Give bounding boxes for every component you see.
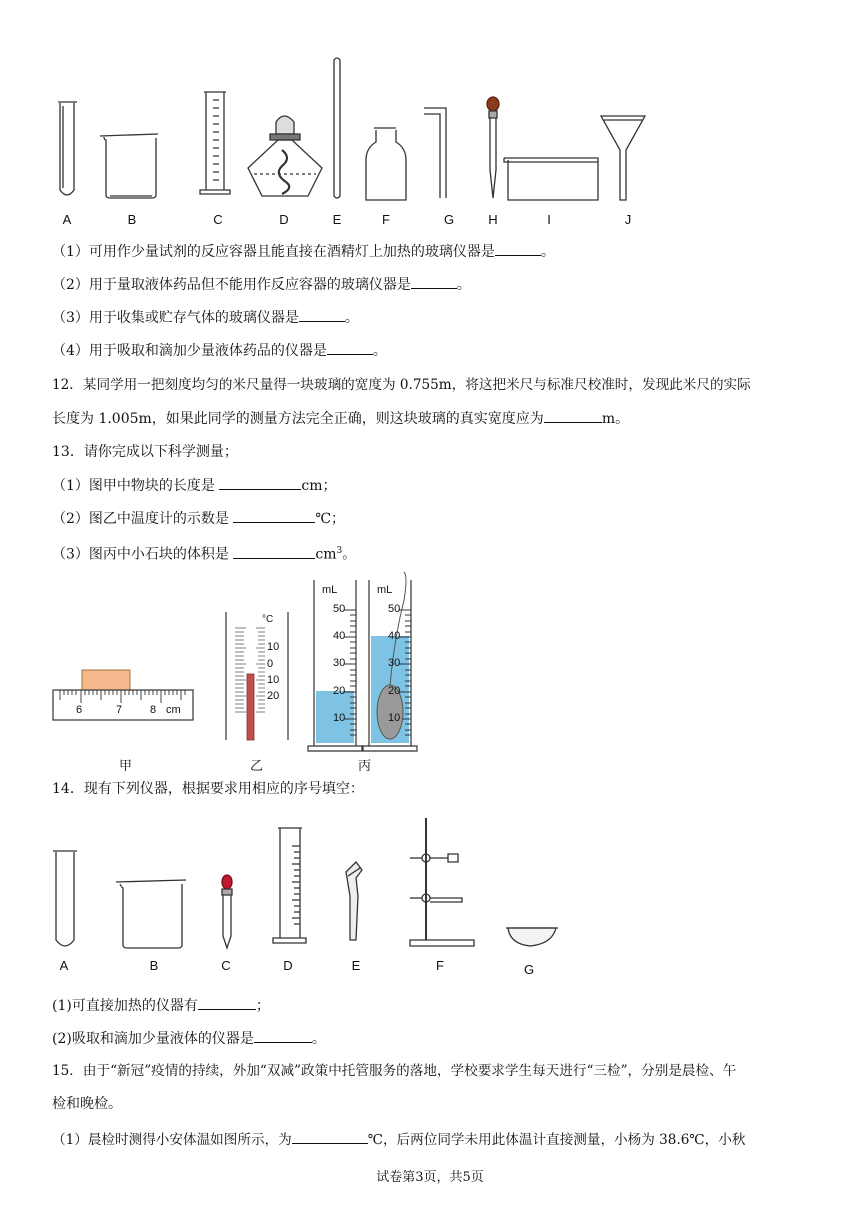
- q13-item-3: （3）图丙中小石块的体积是 $cm^3$。: [52, 541, 356, 565]
- ruler-unit: cm: [166, 704, 181, 716]
- iron-stand-f2-icon: [410, 818, 474, 946]
- q14-item-2: (2)吸取和滴加少量液体的仪器是 。: [52, 1028, 326, 1049]
- thermometer-tick-10-bottom: 10: [267, 674, 280, 686]
- cylinder-right-unit: mL: [377, 584, 393, 596]
- cylinder-left-tick-30: 30: [333, 657, 346, 669]
- q15-line-3: （1）晨检时测得小安体温如图所示，为 ℃，后两位同学未用此体温计直接测量，小杨为 38.6℃，小秋: [52, 1129, 745, 1150]
- alcohol-lamp-d-icon: [248, 116, 322, 196]
- gas-collecting-bottle-f-icon: [366, 128, 406, 200]
- figure2-label-f: F: [436, 958, 444, 973]
- graduated-cylinder-c-icon: [200, 92, 230, 194]
- evaporating-dish-g2-icon: [506, 928, 558, 946]
- q15-line-1: 15．由于“新冠”疫情的持续，外加“双减”政策中托管服务的落地，学校要求学生每天进行“三检”，分别是晨检、午: [52, 1063, 737, 1079]
- apparatus-figure-2: [0, 810, 860, 980]
- q15-line-2: 检和晚检。: [52, 1096, 122, 1112]
- cylinder-left-unit: mL: [322, 584, 338, 596]
- figure1-label-i: I: [547, 212, 551, 227]
- cylinder-left-tick-10: 10: [333, 712, 346, 724]
- q12-line-2: 长度为 1.005m，如果此同学的测量方法完全正确，则这块玻璃的真实宽度应为 m。: [52, 408, 629, 429]
- funnel-j-icon: [601, 116, 645, 200]
- cylinder-left-tick-20: 20: [333, 685, 346, 697]
- figure2-label-e: E: [351, 958, 361, 973]
- figure1-label-a: A: [62, 212, 72, 227]
- glass-rod-e-icon: [334, 58, 340, 198]
- q11-item-1: （1）可用作少量试剂的反应容器且能直接在酒精灯上加热的玻璃仪器是 。: [52, 241, 555, 262]
- thermometer-tick-0: 0: [267, 658, 274, 670]
- ruler-tick-6: 6: [76, 704, 83, 716]
- figure1-label-h: H: [488, 212, 498, 227]
- q13-title: 13．请你完成以下科学测量；: [52, 444, 238, 460]
- dropper-c2-icon: [222, 875, 232, 948]
- figure2-label-g: G: [523, 962, 535, 977]
- thermometer-unit: °C: [262, 614, 274, 625]
- apparatus-figure-1: [0, 0, 860, 230]
- cylinder-left-tick-40: 40: [333, 630, 346, 642]
- cylinder-right-tick-20: 20: [388, 685, 401, 697]
- cylinder-left-tick-50: 50: [333, 603, 346, 615]
- q14-item-1: (1)可直接加热的仪器有 ；: [52, 995, 270, 1016]
- test-tube-a2-icon: [53, 851, 77, 946]
- figure1-label-e: E: [332, 212, 342, 227]
- q11-item-2: （2）用于量取液体药品但不能用作反应容器的玻璃仪器是 。: [52, 274, 471, 295]
- thermometer-tick-10-top: 10: [267, 641, 280, 653]
- test-tube-a-icon: [58, 102, 77, 195]
- figure1-label-c: C: [213, 212, 223, 227]
- ruler-tick-7: 7: [116, 704, 123, 716]
- q13-item-2: （2）图乙中温度计的示数是 ℃；: [52, 508, 345, 529]
- caption-bing: 丙: [358, 759, 372, 774]
- figure1-label-d: D: [279, 212, 289, 227]
- cylinder-right-tick-50: 50: [388, 603, 401, 615]
- figure1-label-g: G: [443, 212, 455, 227]
- test-tube-holder-e2-icon: [346, 862, 362, 940]
- q11-item-4: （4）用于吸取和滴加少量液体药品的仪器是 。: [52, 340, 387, 361]
- figure2-label-a: A: [59, 958, 69, 973]
- beaker-b-icon: [100, 134, 158, 198]
- figure1-label-f: F: [382, 212, 390, 227]
- figure1-label-j: J: [624, 212, 632, 227]
- graduated-cylinder-d2-icon: [273, 828, 306, 943]
- figure1-label-b: B: [127, 212, 137, 227]
- glass-plate-i-icon: [504, 158, 598, 200]
- dropper-h-icon: [487, 97, 499, 198]
- cylinder-right-tick-40: 40: [388, 630, 401, 642]
- thermometer-tick-20: 20: [267, 690, 280, 702]
- q13-item-1: （1）图甲中物块的长度是 cm；: [52, 475, 336, 496]
- q14-title: 14．现有下列仪器，根据要求用相应的序号填空：: [52, 781, 364, 797]
- figure2-label-d: D: [283, 958, 293, 973]
- caption-jia: 甲: [119, 759, 133, 774]
- beaker-b2-icon: [116, 880, 186, 948]
- caption-yi: 乙: [250, 759, 264, 774]
- ruler-tick-8: 8: [150, 704, 157, 716]
- figure2-label-c: C: [221, 958, 231, 973]
- page-footer: 试卷第3页，共5页: [376, 1170, 484, 1185]
- cylinder-right-tick-30: 30: [388, 657, 401, 669]
- bent-glass-tube-g-icon: [424, 108, 446, 198]
- figure2-label-b: B: [149, 958, 159, 973]
- cylinder-right-tick-10: 10: [388, 712, 401, 724]
- q12-line-1: 12．某同学用一把刻度均匀的米尺量得一块玻璃的宽度为 0.755m，将这把米尺与标准尺校准时，发现此米尺的实际: [52, 377, 751, 393]
- q11-item-3: （3）用于收集或贮存气体的玻璃仪器是 。: [52, 307, 359, 328]
